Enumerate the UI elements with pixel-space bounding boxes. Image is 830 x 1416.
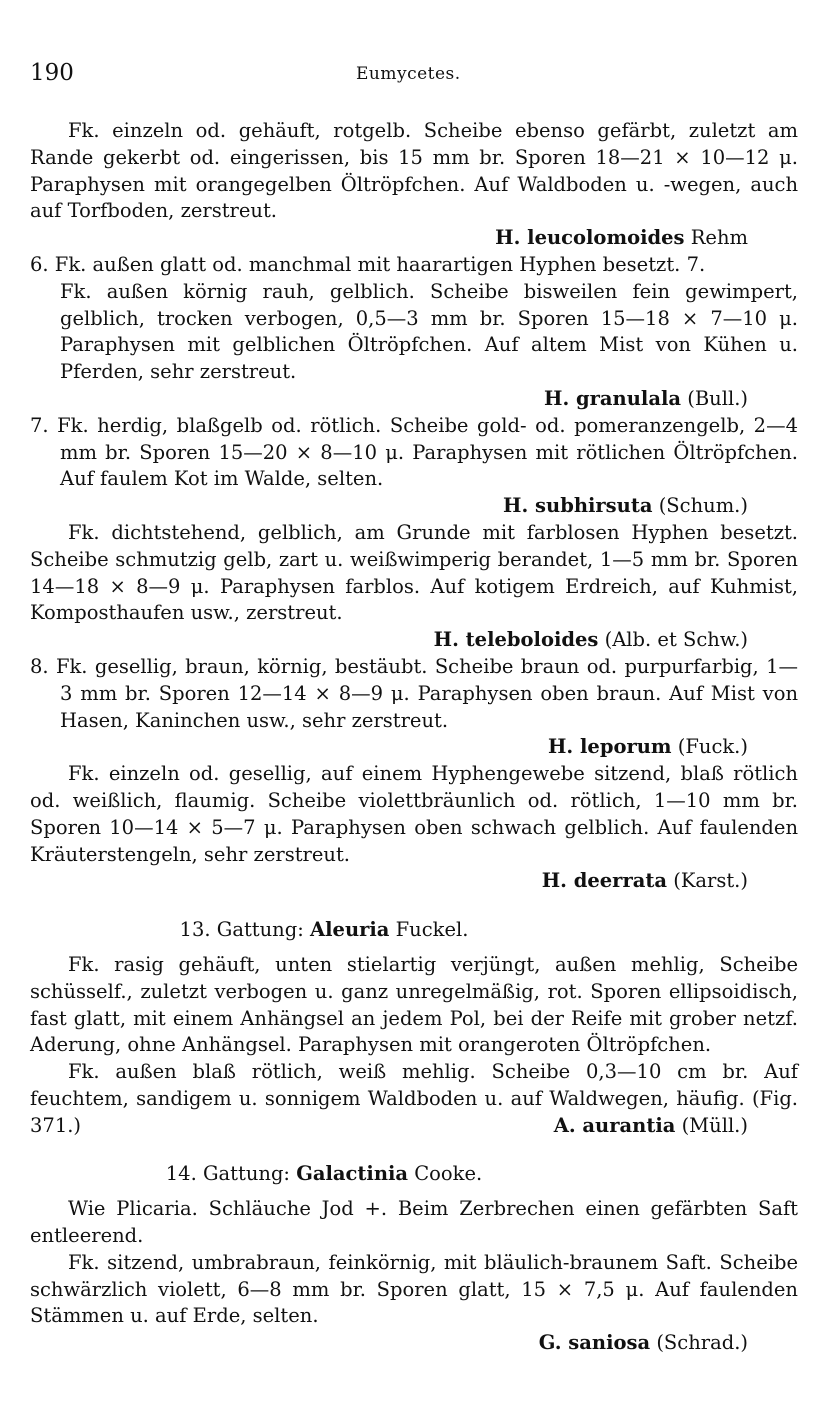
species-author: Rehm — [690, 226, 748, 250]
species-author: (Müll.) — [681, 1113, 748, 1137]
species-name: A. aurantia — [553, 1113, 676, 1137]
species-name: H. subhirsuta — [503, 494, 653, 518]
species-name-line — [30, 627, 798, 654]
paragraph: Fk. rasig gehäuft, unten stielartig verjüngt, außen mehlig, Scheibe schüsself., zuletzt verbogen u. ganz unregelmäßig, rot. Sporen ellipsoidisch, fast glatt, mit einem Anhängsel an jedem Pol, bei der Reife mit grober netzf. Aderung, ohne Anhängsel. Paraphysen mit orangeroten Öltröpfchen. — [30, 952, 798, 1057]
species-name: H. granulala — [544, 386, 682, 410]
species-name-line — [30, 868, 798, 895]
paragraph: Fk. einzeln od. gehäuft, rotgelb. Scheibe ebenso gefärbt, zuletzt am Rande gekerbt od. eingerissen, bis 15 mm br. Sporen 18—21 × 10—12 μ. Paraphysen mit orangegelben Öltröpfchen. Auf Waldboden u. -wegen, auch auf Torfboden, zerstreut. — [30, 119, 798, 223]
genus-name: Galactinia — [296, 1162, 409, 1186]
species-name-line — [30, 225, 798, 252]
page-body — [30, 118, 798, 1357]
running-title: Eumycetes. — [356, 64, 461, 84]
paragraph: Fk. dichtstehend, gelblich, am Grunde mit farblosen Hyphen besetzt. Scheibe schmutzig gelb, zart u. weißwimperig berandet, 1—5 mm br. Sporen 14—18 × 8—9 μ. Paraphysen farblos. Auf kotigem Erdreich, auf Kuhmist, Komposthaufen usw., zerstreut. — [30, 520, 798, 625]
species-author: (Schum.) — [658, 494, 748, 518]
species-name-line — [30, 386, 798, 413]
species-author: (Bull.) — [687, 386, 748, 410]
page-number: 190 — [30, 60, 74, 86]
species-author: (Schrad.) — [656, 1331, 748, 1355]
genus-prefix: 14. Gattung: — [165, 1162, 291, 1186]
species-name: H. teleboloides — [433, 628, 599, 652]
genus-name: Aleuria — [310, 918, 390, 942]
species-name: H. leucolomoides — [495, 226, 685, 250]
paragraph: 7. Fk. herdig, blaßgelb od. rötlich. Scheibe gold- od. pomeranzengelb, 2—4 mm br. Sporen 15—20 × 8—10 μ. Paraphysen mit rötlichen Öltröpfchen. Auf faulem Kot im Walde, selten. — [30, 413, 798, 491]
species-name: H. leporum — [548, 735, 672, 759]
genus-author: Fuckel. — [395, 918, 469, 942]
paragraph: Fk. außen körnig rauh, gelblich. Scheibe bisweilen fein gewimpert, gelblich, trocken verbogen, 0,5—3 mm br. Sporen 15—18 × 7—10 μ. Paraphysen mit gelblichen Öltröpfchen. Auf altem Mist von Kühen u. Pferden, sehr zerstreut. — [60, 279, 798, 384]
paragraph-text: Fk. außen blaß rötlich, weiß mehlig. Scheibe 0,3—10 cm br. Auf feuchtem, sandigem u. sonnigem Waldboden u. auf Waldwegen, häufig. (Fig. 371.) — [30, 1060, 798, 1137]
paragraph: Wie Plicaria. Schläuche Jod +. Beim Zerbrechen einen gefärbten Saft entleerend. — [30, 1197, 798, 1248]
genus-prefix: 13. Gattung: — [179, 918, 304, 942]
species-name-line — [30, 734, 798, 761]
paragraph: 8. Fk. gesellig, braun, körnig, bestäubt. Scheibe braun od. purpurfarbig, 1—3 mm br. Sporen 12—14 × 8—9 μ. Paraphysen oben braun. Auf Mist von Hasen, Kaninchen usw., sehr zerstreut. — [30, 654, 798, 732]
genus-author: Cooke. — [414, 1162, 483, 1186]
paragraph: Fk. sitzend, umbrabraun, feinkörnig, mit bläulich-braunem Saft. Scheibe schwärzlich violett, 6—8 mm br. Sporen glatt, 15 × 7,5 μ. Auf faulenden Stämmen u. auf Erde, selten. — [30, 1250, 798, 1328]
species-name-line — [30, 493, 798, 520]
paragraph: 6. Fk. außen glatt od. manchmal mit haarartigen Hyphen besetzt. 7. — [30, 252, 706, 276]
genus-heading — [30, 917, 798, 944]
species-author: (Alb. et Schw.) — [604, 628, 748, 652]
species-name: H. deerrata — [541, 869, 668, 893]
species-author: (Fuck.) — [677, 735, 748, 759]
species-name-line — [30, 1330, 798, 1357]
species-name: G. saniosa — [538, 1331, 651, 1355]
species-author: (Karst.) — [673, 869, 748, 893]
paragraph — [30, 1059, 798, 1139]
paragraph: Fk. einzeln od. gesellig, auf einem Hyphengewebe sitzend, blaß rötlich od. weißlich, flaumig. Scheibe violettbräunlich od. rötlich, 1—10 mm br. Sporen 10—14 × 5—7 μ. Paraphysen oben schwach gelblich. Auf faulenden Kräuterstengeln, sehr zerstreut. — [30, 762, 798, 866]
genus-heading — [30, 1161, 798, 1188]
